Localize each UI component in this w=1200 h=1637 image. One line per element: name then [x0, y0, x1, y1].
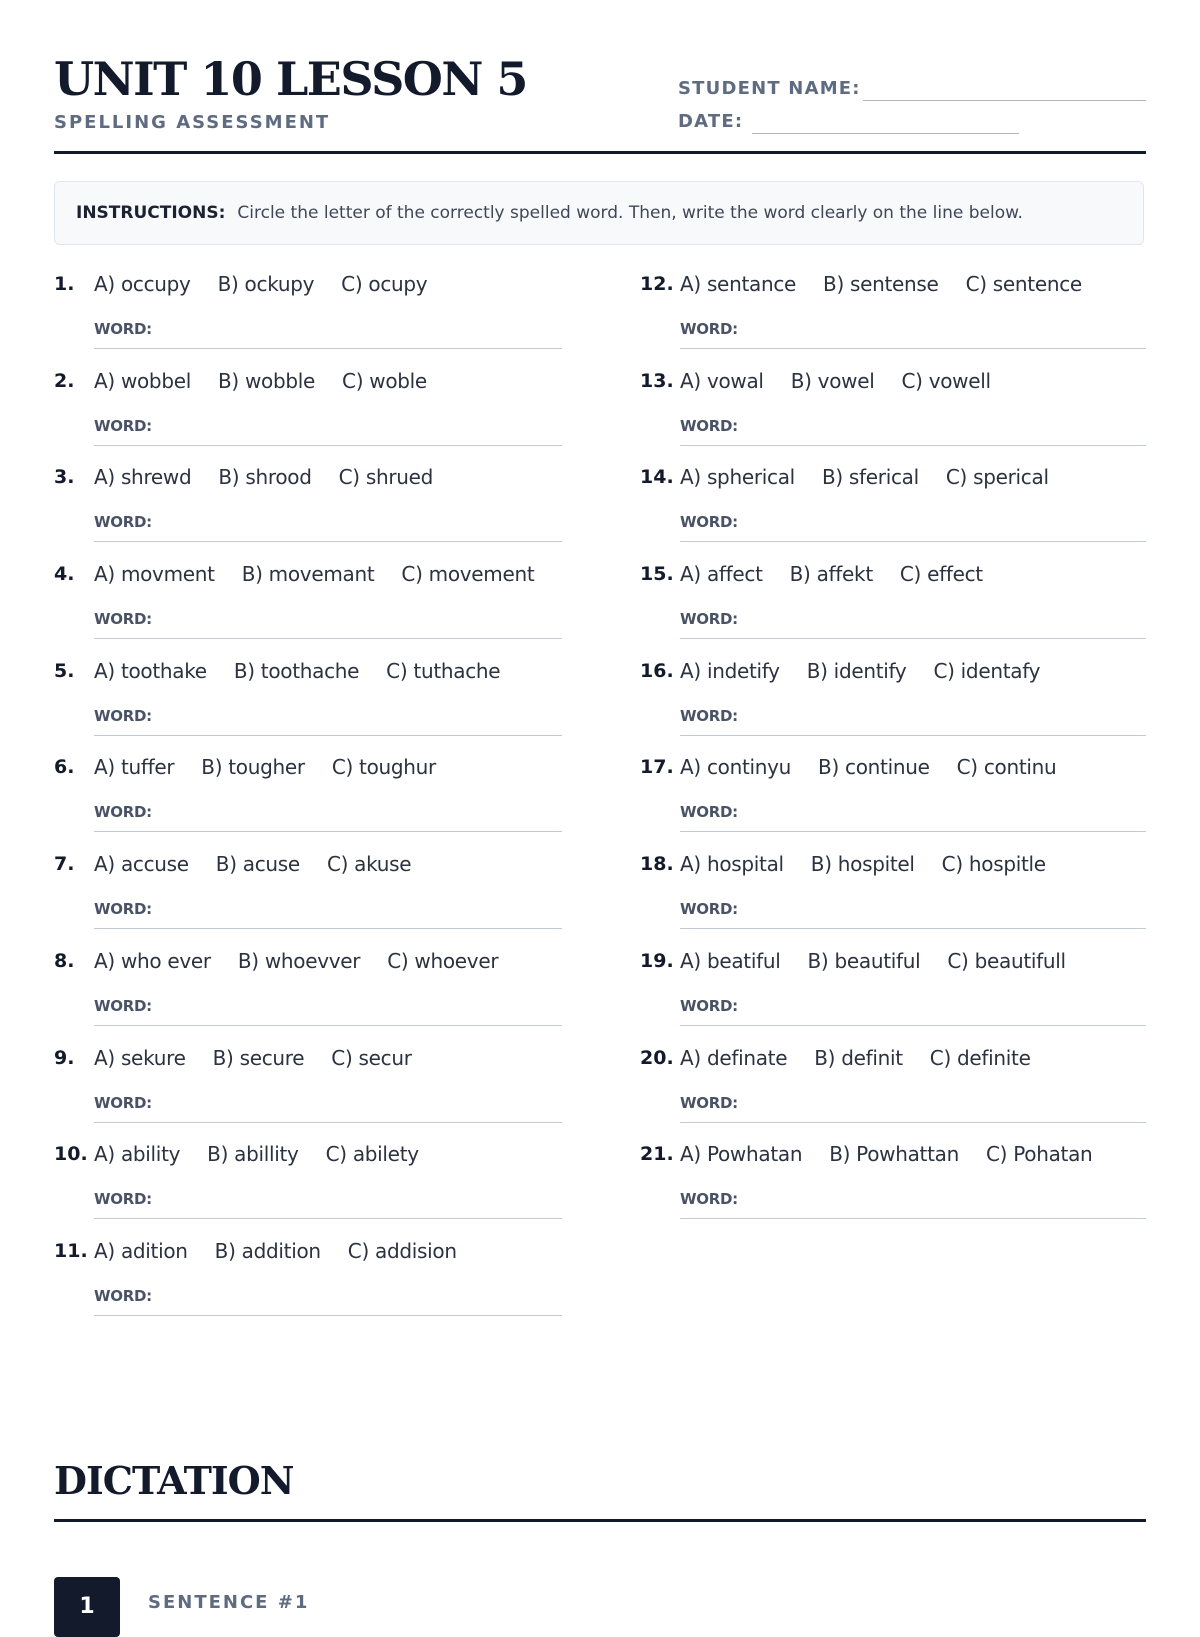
question-item — [640, 266, 1146, 363]
word-label: WORD: — [680, 513, 738, 532]
answer-option[interactable]: B) movemant — [241, 562, 375, 587]
question-item — [640, 943, 1146, 1040]
answer-option[interactable]: A) occupy — [94, 272, 191, 296]
question-number: 10. — [54, 1143, 88, 1166]
answer-options — [94, 1239, 484, 1263]
question-item — [54, 1136, 562, 1233]
question-number: 18. — [640, 853, 674, 876]
question-item — [640, 1136, 1146, 1233]
answer-options — [680, 369, 1018, 393]
question-number: 3. — [54, 466, 75, 489]
answer-options — [680, 1142, 1119, 1166]
date-label: DATE: — [678, 111, 744, 132]
answer-option[interactable]: B) vowel — [790, 368, 875, 393]
answer-option[interactable]: B) continue — [818, 755, 930, 780]
answer-option[interactable]: B) wobble — [218, 368, 316, 393]
answer-option[interactable]: B) beautiful — [807, 948, 921, 973]
answer-option[interactable]: C) identafy — [933, 658, 1041, 683]
answer-option[interactable]: B) secure — [212, 1045, 305, 1070]
answer-options — [680, 755, 1083, 779]
questions-right-column — [640, 266, 1146, 1233]
question-number: 2. — [54, 369, 75, 392]
question-item — [640, 459, 1146, 556]
answer-option[interactable]: B) ockupy — [217, 272, 315, 296]
question-item — [640, 653, 1146, 750]
answer-option[interactable]: A) accuse — [94, 852, 189, 877]
answer-write-line[interactable] — [680, 541, 1146, 542]
word-label: WORD: — [94, 706, 152, 725]
answer-options — [94, 659, 527, 683]
question-number: 15. — [640, 563, 674, 586]
question-item — [640, 556, 1146, 653]
answer-options — [94, 949, 525, 973]
answer-write-line[interactable] — [680, 348, 1146, 349]
answer-option[interactable]: A) spherical — [680, 465, 795, 490]
answer-options — [94, 852, 438, 876]
answer-options — [94, 1142, 446, 1166]
page-subtitle: SPELLING ASSESSMENT — [54, 112, 331, 133]
question-item — [54, 363, 562, 460]
answer-option[interactable]: B) Powhattan — [829, 1142, 959, 1167]
answer-option[interactable]: C) hospitle — [941, 852, 1046, 877]
answer-option[interactable]: B) shrood — [218, 465, 312, 490]
answer-option[interactable]: A) wobbel — [94, 368, 191, 393]
worksheet-page — [54, 0, 1146, 1619]
word-label: WORD: — [94, 1093, 152, 1112]
answer-option[interactable]: A) toothake — [94, 658, 207, 683]
word-label: WORD: — [94, 1286, 152, 1305]
answer-option[interactable]: A) Powhatan — [680, 1142, 803, 1167]
word-label: WORD: — [94, 320, 152, 338]
question-number: 21. — [640, 1143, 674, 1166]
answer-write-line[interactable] — [94, 831, 562, 832]
word-label: WORD: — [680, 320, 738, 338]
answer-options — [94, 1046, 439, 1070]
date-line[interactable] — [752, 133, 1019, 134]
word-label: WORD: — [94, 900, 152, 919]
question-number: 9. — [54, 1046, 75, 1069]
answer-options — [94, 272, 454, 296]
question-item — [54, 1233, 562, 1330]
question-item — [54, 846, 562, 943]
question-number: 13. — [640, 369, 674, 392]
word-label: WORD: — [680, 1093, 738, 1112]
answer-option[interactable]: A) beatiful — [680, 948, 781, 973]
answer-option[interactable]: C) shrued — [338, 465, 434, 490]
answer-write-line[interactable] — [94, 735, 562, 736]
answer-options — [680, 465, 1076, 489]
answer-option[interactable]: A) ability — [94, 1142, 181, 1167]
answer-option[interactable]: C) effect — [899, 562, 983, 587]
answer-write-line[interactable] — [680, 445, 1146, 446]
answer-option[interactable]: C) ocupy — [341, 272, 428, 296]
student-name-line[interactable] — [863, 100, 1146, 101]
answer-option[interactable]: B) sferical — [821, 465, 919, 490]
answer-write-line[interactable] — [94, 1122, 562, 1123]
word-label: WORD: — [680, 610, 738, 629]
answer-option[interactable]: A) affect — [680, 562, 763, 587]
word-label: WORD: — [680, 1190, 738, 1209]
answer-write-line[interactable] — [94, 1025, 562, 1026]
answer-write-line[interactable] — [94, 1315, 562, 1316]
word-label: WORD: — [94, 610, 152, 629]
answer-option[interactable]: A) movment — [94, 562, 215, 587]
answer-write-line[interactable] — [680, 735, 1146, 736]
answer-option[interactable]: A) adition — [94, 1238, 188, 1263]
header-divider — [54, 151, 1146, 154]
answer-option[interactable]: A) sekure — [94, 1045, 186, 1070]
word-label: WORD: — [680, 416, 738, 435]
answer-options — [94, 562, 561, 586]
answer-option[interactable]: C) Pohatan — [985, 1142, 1093, 1167]
answer-option[interactable]: C) abilety — [325, 1142, 419, 1167]
answer-write-line[interactable] — [94, 1218, 562, 1219]
answer-option[interactable]: B) identify — [806, 658, 907, 683]
answer-write-line[interactable] — [680, 831, 1146, 832]
question-item — [640, 846, 1146, 943]
question-number: 8. — [54, 949, 75, 972]
answer-options — [94, 465, 460, 489]
answer-option[interactable]: C) movement — [401, 562, 535, 587]
answer-option[interactable]: B) hospitel — [810, 852, 915, 877]
answer-options — [680, 659, 1067, 683]
answer-option[interactable]: C) sperical — [945, 465, 1049, 490]
answer-option[interactable]: C) whoever — [387, 948, 499, 973]
sentence-number-badge: 1 — [54, 1577, 120, 1637]
answer-write-line[interactable] — [94, 445, 562, 446]
answer-options — [94, 369, 454, 393]
answer-option[interactable]: B) acuse — [215, 852, 300, 877]
word-label: WORD: — [94, 513, 152, 532]
word-label: WORD: — [94, 803, 152, 822]
question-number: 1. — [54, 273, 75, 295]
answer-option[interactable]: B) affekt — [789, 562, 873, 587]
question-number: 5. — [54, 659, 75, 682]
word-label: WORD: — [94, 1190, 152, 1209]
word-label: WORD: — [680, 996, 738, 1015]
questions-left-column — [54, 266, 562, 1330]
answer-write-line[interactable] — [680, 1122, 1146, 1123]
answer-write-line[interactable] — [94, 541, 562, 542]
word-label: WORD: — [680, 803, 738, 822]
answer-option[interactable]: B) abillity — [207, 1142, 299, 1167]
answer-options — [94, 755, 463, 779]
answer-options — [680, 272, 1109, 296]
page-title: UNIT 10 LESSON 5 — [54, 52, 527, 106]
question-item — [54, 459, 562, 556]
answer-options — [680, 562, 1010, 586]
answer-option[interactable]: B) addition — [214, 1238, 321, 1263]
answer-write-line[interactable] — [680, 1218, 1146, 1219]
answer-option[interactable]: A) sentance — [680, 272, 797, 296]
question-number: 20. — [640, 1046, 674, 1069]
answer-option[interactable]: B) sentense — [823, 272, 939, 296]
answer-option[interactable]: C) vowell — [901, 368, 991, 393]
answer-write-line[interactable] — [680, 928, 1146, 929]
question-item — [54, 266, 562, 363]
answer-write-line[interactable] — [680, 1025, 1146, 1026]
instructions-box — [54, 181, 1144, 245]
answer-option[interactable]: B) definit — [814, 1045, 903, 1070]
answer-write-line[interactable] — [94, 638, 562, 639]
answer-option[interactable]: C) beautifull — [947, 948, 1066, 973]
answer-option[interactable]: C) secur — [331, 1045, 412, 1070]
question-item — [640, 1040, 1146, 1137]
answer-option[interactable]: C) continu — [956, 755, 1057, 780]
answer-option[interactable]: A) who ever — [94, 948, 211, 973]
question-number: 4. — [54, 563, 75, 586]
answer-options — [680, 852, 1073, 876]
answer-option[interactable]: C) woble — [342, 368, 427, 393]
answer-option[interactable]: C) toughur — [331, 755, 436, 780]
question-item — [54, 943, 562, 1040]
word-label: WORD: — [94, 996, 152, 1015]
answer-write-line[interactable] — [94, 928, 562, 929]
question-number: 19. — [640, 949, 674, 972]
answer-option[interactable]: C) tuthache — [386, 658, 501, 683]
question-number: 11. — [54, 1239, 88, 1262]
answer-option[interactable]: B) toothache — [233, 658, 360, 683]
question-item — [640, 363, 1146, 460]
question-number: 6. — [54, 756, 75, 779]
answer-option[interactable]: A) tuffer — [94, 755, 175, 780]
question-item — [54, 556, 562, 653]
answer-options — [680, 1046, 1058, 1070]
answer-option[interactable]: C) addision — [347, 1238, 457, 1263]
question-number: 17. — [640, 756, 674, 779]
answer-option[interactable]: C) definite — [929, 1045, 1031, 1070]
answer-option[interactable]: C) akuse — [326, 852, 412, 877]
sentence-label: SENTENCE #1 — [148, 1592, 310, 1613]
word-label: WORD: — [680, 706, 738, 725]
answer-option[interactable]: A) indetify — [680, 658, 780, 683]
question-item — [54, 1040, 562, 1137]
question-item — [640, 749, 1146, 846]
answer-option[interactable]: B) tougher — [201, 755, 305, 780]
instructions-label: INSTRUCTIONS: — [76, 203, 226, 223]
question-item — [54, 653, 562, 750]
question-number: 16. — [640, 659, 674, 682]
dictation-title: DICTATION — [54, 1458, 294, 1503]
answer-option[interactable]: A) definate — [680, 1045, 788, 1070]
question-number: 7. — [54, 853, 75, 876]
answer-option[interactable]: B) whoevver — [237, 948, 361, 973]
answer-option[interactable]: A) continyu — [680, 755, 792, 780]
student-name-label: STUDENT NAME: — [678, 78, 861, 99]
dictation-divider — [54, 1519, 1146, 1522]
question-item — [54, 749, 562, 846]
instructions-text: Circle the letter of the correctly spelled word. Then, write the word clearly on the line below. — [237, 203, 1023, 223]
answer-options — [680, 949, 1093, 973]
word-label: WORD: — [94, 416, 152, 435]
question-number: 14. — [640, 466, 674, 489]
answer-write-line[interactable] — [94, 348, 562, 349]
question-number: 12. — [640, 273, 674, 295]
answer-option[interactable]: A) vowal — [680, 368, 764, 393]
answer-option[interactable]: C) sentence — [965, 272, 1082, 296]
answer-write-line[interactable] — [680, 638, 1146, 639]
word-label: WORD: — [680, 900, 738, 919]
answer-option[interactable]: A) hospital — [680, 852, 784, 877]
answer-option[interactable]: A) shrewd — [94, 465, 192, 490]
